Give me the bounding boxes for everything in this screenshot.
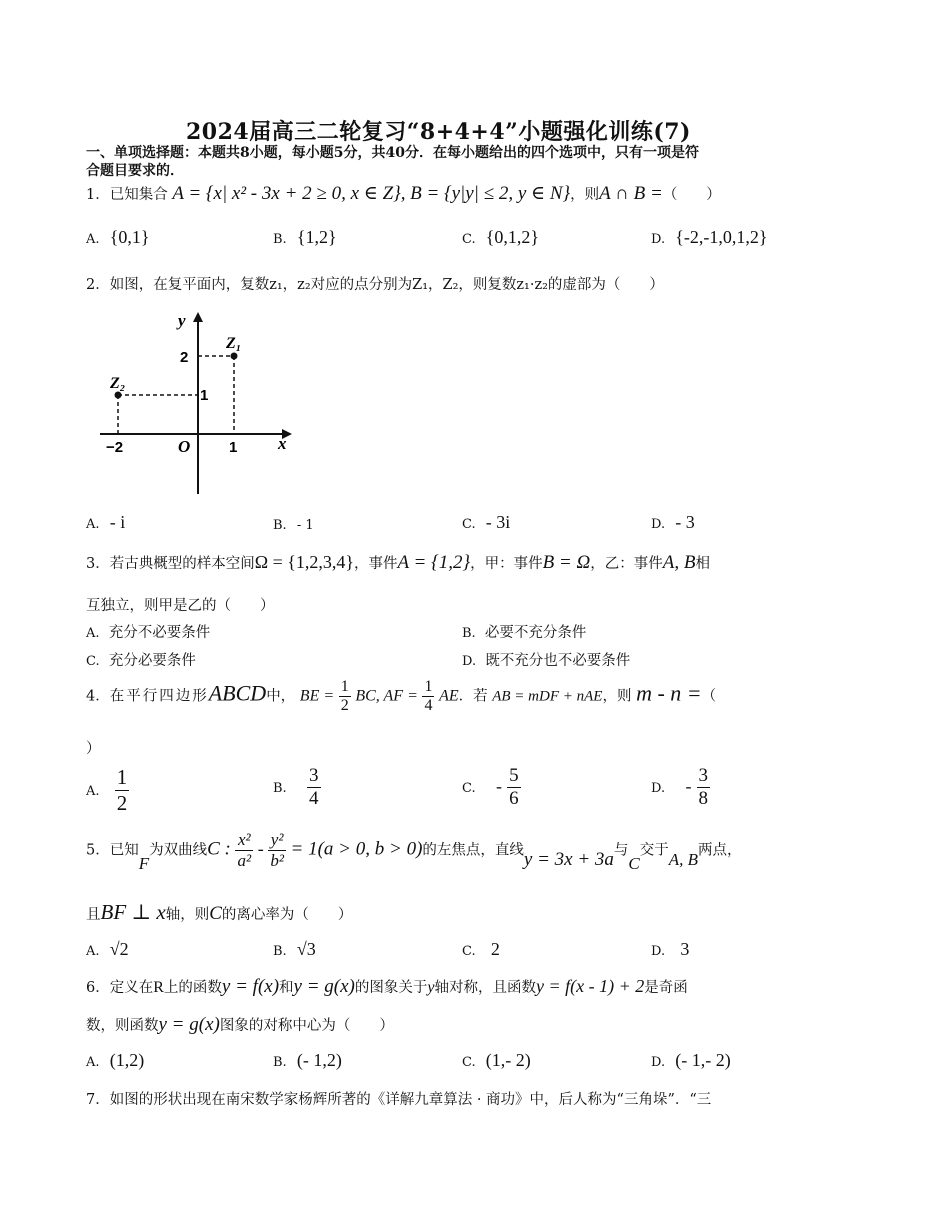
option-label: B. [273,232,287,247]
q3-end: 相 [695,556,710,572]
q2-option-c[interactable] [462,512,510,533]
q4-abcd: ABCD [208,680,267,706]
option-label: C. [462,781,476,796]
page-title: 2024届高三二轮复习“8+4+4”小题强化训练(7) [186,119,691,145]
option-label: A. [86,784,100,799]
question-1 [86,182,721,205]
q6-gy2: y = g(x) [158,1014,220,1035]
q4-prefix: 在平行四边形 [109,688,209,705]
option-label: C. [462,944,476,959]
option-label: A. [86,626,100,641]
q5-f: F [138,853,150,873]
frac-numerator: 1 [424,678,433,695]
q6-option-d[interactable] [651,1050,731,1071]
option-value: - 1 [296,518,314,533]
q5-number: 5． [86,842,110,859]
q5-option-d[interactable] [651,939,689,960]
q4-ruo: ．若 [458,688,488,705]
q3-event-b: B = Ω [542,552,591,573]
q5-prefix: 已知 [109,842,139,859]
q1-option-c[interactable] [462,227,539,248]
section-header-line1: 一、单项选择题：本题共8小题，每小题5分，共40分．在每小题给出的四个选项中，只有一项是符 [86,145,699,161]
frac-numerator: 3 [309,765,319,786]
z1-label: Z₁ [226,335,242,352]
q3-line2: 互独立，则甲是乙的（ ） [86,598,275,614]
q5-l2a: 且 [86,907,101,923]
q3-prefix: 若古典概型的样本空间 [109,556,255,572]
option-fraction [115,765,130,816]
q2-option-a[interactable] [86,512,125,533]
q1-set-b: B = {y|y| ≤ 2, y ∈ N} [410,183,571,204]
option-fraction [697,765,711,810]
option-label: B. [273,944,287,959]
frac-numerator: x² [235,830,253,851]
origin-label: O [178,437,191,456]
option-value: √2 [109,939,129,959]
option-value: (- 1,2) [296,1050,342,1070]
option-label: D. [651,1055,666,1070]
option-label: A. [86,232,100,247]
q1-mid: ，则 [570,187,600,203]
option-value: - i [109,512,126,532]
option-value: √3 [296,939,316,959]
question-4 [86,678,716,715]
frac-denominator: 2 [116,791,128,815]
tick-x-neg2: −2 [106,439,124,456]
option-value: (1,2) [109,1050,145,1070]
x-axis-label: x [278,434,287,453]
q3-option-d[interactable] [462,649,630,670]
option-fraction [307,765,321,810]
tick-y-1: 1 [200,387,209,404]
q2-option-d[interactable] [651,512,695,533]
q3-mid3: ，乙：事件 [590,556,663,572]
q3-omega: Ω = {1,2,3,4} [254,552,355,572]
q1-option-a[interactable] [86,227,149,248]
q4-number: 4． [86,688,110,705]
option-value: 2 [490,939,500,959]
point-z2 [115,392,122,399]
q5-ab: A, B [668,849,699,869]
q4-paren: （ [701,688,717,705]
option-label: D. [462,654,477,669]
q5-l2b: 轴，则 [165,907,210,923]
q4-frac-half [339,678,351,715]
option-value: {-2,-1,0,1,2} [675,227,768,247]
q6-end: 是奇函 [644,980,688,996]
option-value: {0,1} [109,227,150,247]
q4-equation: AB = mDF + nAE [492,688,603,705]
q6-l2a: 数，则函数 [86,1018,159,1034]
option-value: 既不充分也不必要条件 [485,653,631,669]
option-value: 充分不必要条件 [108,625,211,641]
tick-x-1: 1 [229,439,238,456]
q1-expr: A ∩ B = [599,183,663,204]
q6-option-a[interactable] [86,1050,144,1071]
option-label: D. [651,781,666,796]
q6-option-b[interactable] [273,1050,342,1071]
q3-option-a[interactable] [86,621,210,642]
q7-number: 7． [86,1092,110,1108]
q7-text: 如图的形状出现在南宋数学家杨辉所著的《详解九章算法 · 商功》中，后人称为“三角垛”．“三 [109,1092,712,1108]
y-axis-label: y [178,311,186,330]
option-label: B. [462,626,476,641]
q3-option-c[interactable] [86,649,196,670]
option-label: B. [273,518,287,533]
option-label: D. [651,517,666,532]
option-value: - 3i [485,512,511,532]
q3-event-a: A = {1,2} [397,552,471,573]
frac-denominator: 8 [698,788,709,809]
frac-numerator: 1 [116,765,128,789]
option-label: C. [462,232,476,247]
q1-option-b[interactable] [273,227,337,248]
q4-option-a[interactable] [86,765,129,816]
frac-numerator: 1 [340,678,349,695]
option-value: 充分必要条件 [108,653,196,669]
q5-option-b[interactable] [273,939,316,960]
option-label: D. [651,232,666,247]
q6-mid3: 轴对称，且函数 [434,980,536,996]
option-value: - 3 [675,512,695,532]
z2-label: Z₂ [110,375,126,392]
q5-option-c[interactable] [462,939,500,960]
question-7 [86,1088,711,1109]
q2-option-b[interactable] [273,514,314,533]
option-label: B. [273,1055,287,1070]
y-axis-arrow-icon [193,312,203,322]
q6-fy: y = f(x) [221,976,280,997]
option-value: (- 1,- 2) [675,1050,731,1070]
q6-he: 和 [279,980,294,996]
q4-frac-quarter [422,678,434,715]
q4-zhong: 中， [266,688,296,705]
question-5 [86,830,742,871]
option-label: C. [462,1055,476,1070]
frac-denominator: 4 [309,788,319,809]
frac-numerator: 5 [509,765,519,786]
q3-ab: A, B [662,552,696,573]
q1-sep: , [400,183,406,204]
option-label: A. [86,944,100,959]
q4-ae: AE [439,687,459,705]
q5-c2: C [628,853,640,873]
option-fraction [507,765,521,810]
q5-left: 的左焦点，直线 [422,842,524,859]
q5-jiao: 交于 [639,842,669,859]
frac-denominator: 4 [424,697,433,714]
q5-frac-y2b2 [268,830,286,871]
q5-frac-x2a2 [235,830,253,871]
q6-number: 6． [86,980,110,996]
q4-option-b[interactable] [273,765,321,810]
q6-fx: y = f(x - 1) + 2 [535,976,645,996]
q5-mid: 为双曲线 [149,842,208,859]
q6-option-c[interactable] [462,1050,531,1071]
q6-gy: y = g(x) [293,976,355,997]
q5-line2 [86,900,352,925]
frac-numerator: y² [268,830,286,851]
question-6 [86,976,688,998]
option-label: A. [86,517,100,532]
q5-yu: 与 [613,842,629,859]
option-label: C. [462,517,476,532]
q5-condition: = 1(a > 0, b > 0) [290,838,423,860]
q4-m-minus-n: m - n = [636,680,702,706]
q3-option-b[interactable] [462,621,586,642]
frac-denominator: b² [270,851,284,870]
q6-yaxis: y [427,979,435,996]
q3-number: 3． [86,556,110,572]
q1-option-d[interactable] [651,227,768,248]
q4-be: BE = [299,687,335,705]
q5-two-points: 两点， [698,842,742,859]
q1-paren: （ ） [662,187,721,203]
q5-minus: - [257,838,264,859]
option-value: 3 [680,939,690,959]
point-z1 [231,353,238,360]
q1-prefix: 已知集合 [109,187,168,203]
q4-bc-af: BC, AF = [355,687,418,705]
q6-mid1: 上的函数 [163,980,222,996]
q6-line2 [86,1014,394,1036]
q4-option-d[interactable] [651,765,710,810]
q6-l2b: 图象的对称中心为（ ） [219,1018,394,1034]
q1-set-a: A = {x| x² - 3x + 2 ≥ 0, x ∈ Z} [172,183,401,204]
q4-option-c[interactable] [462,765,521,810]
frac-denominator: a² [237,851,252,870]
q5-l2c: 的离心率为（ ） [221,907,353,923]
option-value: 必要不充分条件 [484,625,587,641]
tick-y-2: 2 [180,349,189,366]
q5-c: C : [207,838,231,860]
q3-mid1: ，事件 [354,556,398,572]
frac-denominator: 2 [340,697,349,714]
q6-mid2: 的图象关于 [354,980,428,996]
q1-number: 1． [86,187,110,203]
q4-ze: ，则 [602,688,632,705]
section-header-line2: 合题目要求的． [86,163,184,179]
option-value: (1,- 2) [485,1050,531,1070]
option-label: D. [651,944,666,959]
question-3 [86,552,710,574]
option-sign: - [685,776,692,796]
option-label: B. [273,781,287,796]
q6-r: R [153,979,164,996]
q5-bf: BF ⊥ x [100,900,166,924]
option-label: A. [86,1055,100,1070]
frac-numerator: 3 [698,765,709,786]
option-sign: - [495,776,502,796]
option-label: C. [86,654,100,669]
q6-prefix: 定义在 [109,980,154,996]
option-value: {0,1,2} [485,227,540,247]
option-value: {1,2} [296,227,337,247]
complex-plane-figure [92,308,302,500]
frac-denominator: 6 [509,788,519,809]
q3-mid2: ，甲：事件 [470,556,543,572]
q4-close-paren: ） [86,741,101,757]
q5-option-a[interactable] [86,939,129,960]
q5-line: y = 3x + 3a [523,848,614,870]
q2-text: 如图，在复平面内，复数z₁，z₂对应的点分别为Z₁，Z₂，则复数z₁·z₂的虚部为（ ） [109,277,664,293]
q2-number: 2． [86,277,110,293]
question-2 [86,273,664,294]
q5-c3: C [209,903,222,924]
